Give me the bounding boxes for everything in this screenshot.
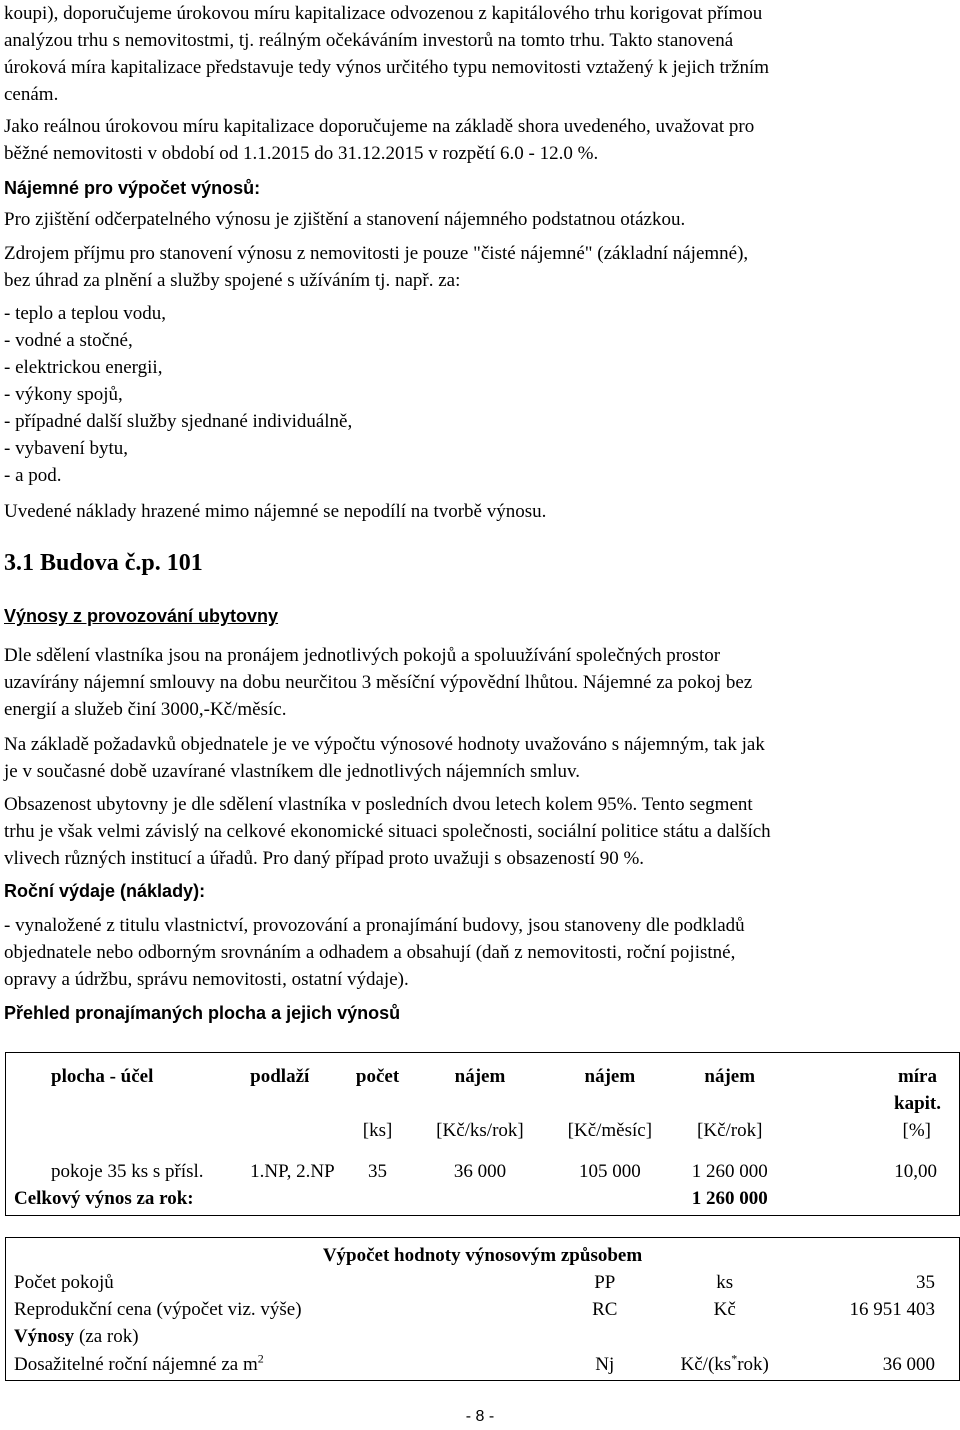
- text-line: Jako reálnou úrokovou míru kapitalizace doporučujeme na základě shora uvedeného, uvažovat pro: [4, 116, 755, 137]
- table-cell: 105 000: [578, 1161, 641, 1182]
- text-line: vlivech různých institucí a úřadů. Pro daný případ proto uvažuji s obsazeností 90 %.: [4, 848, 645, 869]
- table-units-row: [6, 1117, 960, 1153]
- paragraph-costs: [4, 912, 960, 993]
- list-item: - případné další služby sjednané individuálně,: [4, 411, 353, 432]
- table-row: [6, 1350, 960, 1380]
- page-number: - 8 -: [465, 1408, 495, 1425]
- table-cell: 1.NP, 2.NP: [250, 1161, 335, 1182]
- table-header-cell: kapit.: [894, 1093, 941, 1114]
- text-line: Obsazenost ubytovny je dle sdělení vlastníka v posledních dvou letech kolem 95%. Tento segment: [4, 794, 753, 815]
- total-value: 1 260 000: [691, 1188, 768, 1209]
- table-cell: RC: [592, 1299, 618, 1320]
- superscript: 2: [257, 1351, 264, 1366]
- table-header-cell: nájem: [454, 1066, 506, 1087]
- unit-after: rok): [737, 1354, 769, 1376]
- text-line: je v současné době uzavírané vlastníkem dle jednotlivých nájemních smluv.: [4, 761, 580, 782]
- list-item: - a pod.: [4, 465, 62, 486]
- paragraph-income-source: [4, 240, 960, 294]
- text-line: trhu je však velmi závislý na celkové ekonomické situaci společnosti, sociální politice státu a dalších: [4, 821, 771, 842]
- text-line: analýzou trhu s nemovitostmi, tj. reálným očekáváním investorů na tomto trhu. Takto stanovená: [4, 30, 734, 51]
- table-header-extra-row: [6, 1090, 960, 1117]
- table-cell: 36 000: [882, 1354, 935, 1376]
- text-line: - vynaložené z titulu vlastnictví, provozování a pronajímání budovy, jsou stanoveny dle podkladů: [4, 915, 745, 936]
- text-line: Dle sdělení vlastníka jsou na pronájem jednotlivých pokojů a spoluužívání společných prostor: [4, 645, 721, 666]
- table-unit-cell: [Kč/ks/rok]: [436, 1120, 524, 1141]
- text-line: uzavírány nájemní smlouvy na dobu neurčitou 3 měsíční výpovědní lhůtou. Nájemné za pokoj bez: [4, 672, 753, 693]
- label-extra: (za rok): [74, 1326, 139, 1347]
- table-header-cell: plocha - účel: [51, 1066, 154, 1087]
- text-line: cenám.: [4, 84, 59, 105]
- table-row: [6, 1323, 960, 1350]
- table-cell: Počet pokojů: [14, 1272, 114, 1293]
- list-item: - elektrickou energii,: [4, 357, 163, 378]
- table-header-cell: podlaží: [250, 1066, 310, 1087]
- paragraph-rent-question: Pro zjištění odčerpatelného výnosu je zjištění a stanovení nájemného podstatnou otázkou.: [4, 209, 686, 230]
- table-cell: 16 951 403: [849, 1299, 935, 1320]
- text-line: opravy a údržbu, správu nemovitosti, ostatní výdaje).: [4, 969, 409, 990]
- table-title: Výpočet hodnoty výnosovým způsobem: [322, 1245, 643, 1266]
- paragraph-real-rate: [4, 113, 960, 167]
- text-line: Zdrojem příjmu pro stanovení výnosu z nemovitosti je pouze "čisté nájemné" (základní nájemné),: [4, 243, 749, 264]
- table-cell: Reprodukční cena (výpočet viz. výše): [14, 1299, 302, 1320]
- table-header-row: [6, 1053, 960, 1091]
- table-cell: PP: [594, 1272, 616, 1293]
- heading-costs: Roční výdaje (náklady):: [4, 881, 206, 901]
- paragraph-costs-note: Uvedené náklady hrazené mimo nájemné se nepodílí na tvorbě výnosu.: [4, 501, 547, 522]
- text-line: koupi), doporučujeme úrokovou míru kapitalizace odvozenou z kapitálového trhu korigovat přímou: [4, 3, 763, 24]
- table-header-cell: nájem: [704, 1066, 756, 1087]
- table-row: [6, 1296, 960, 1323]
- table-cell: ks: [716, 1272, 734, 1293]
- table-title-row: [6, 1238, 960, 1270]
- table-cell: Nj: [595, 1354, 615, 1376]
- text-line: běžné nemovitosti v období od 1.1.2015 do 31.12.2015 v rozpětí 6.0 - 12.0 %.: [4, 143, 599, 164]
- rental-areas-table: [5, 1052, 960, 1216]
- text-line: Na základě požadavků objednatele je ve výpočtu výnosové hodnoty uvažováno s nájemným, tak jak: [4, 734, 765, 755]
- list-item: - vybavení bytu,: [4, 438, 129, 459]
- table-unit-cell: [ks]: [362, 1120, 393, 1141]
- table-header-cell: počet: [355, 1066, 400, 1087]
- table-header-cell: míra: [897, 1066, 937, 1087]
- table-cell: 35: [368, 1161, 388, 1182]
- paragraph-owner-statement: [4, 642, 960, 723]
- paragraph-capitalization-intro: [4, 0, 960, 108]
- table-cell: 35: [916, 1272, 935, 1293]
- text-line: energií a služeb činí 3000,-Kč/měsíc.: [4, 699, 287, 720]
- table-cell: 1 260 000: [691, 1161, 768, 1182]
- paragraph-client-requirements: [4, 731, 960, 785]
- text-line: objednatele nebo odborným srovnáním a odhadem a obsahují (daň z nemovitosti, roční pojistné,: [4, 942, 736, 963]
- table-cell: 10,00: [894, 1161, 937, 1182]
- table-unit-cell: [Kč/měsíc]: [567, 1120, 653, 1141]
- label: Dosažitelné roční nájemné za m: [14, 1354, 258, 1376]
- table-cell: 36 000: [453, 1161, 507, 1182]
- table-row: [6, 1153, 960, 1185]
- table-cell: [6, 1350, 550, 1380]
- table-cell: pokoje 35 ks s přísl.: [51, 1161, 204, 1182]
- unit: Kč/(ks: [680, 1354, 732, 1376]
- heading-income: Výnosy z provozování ubytovny: [4, 606, 279, 626]
- heading-overview: Přehled pronajímaných plocha a jejich výnosů: [4, 1003, 401, 1023]
- list-item: - teplo a teplou vodu,: [4, 303, 166, 324]
- table-cell: Kč: [713, 1299, 736, 1320]
- table-row: [6, 1269, 960, 1296]
- table-header-cell: nájem: [584, 1066, 636, 1087]
- list-item: - výkony spojů,: [4, 384, 123, 405]
- superscript: *: [731, 1351, 738, 1366]
- text-line: úroková míra kapitalizace představuje tedy výnos určitého typu nemovitosti vztažený k jejich tržním: [4, 57, 770, 78]
- heading-rent: Nájemné pro výpočet výnosů:: [4, 178, 261, 198]
- text-line: bez úhrad za plnění a služby spojené s užíváním tj. např. za:: [4, 270, 461, 291]
- service-list: [4, 300, 960, 489]
- table-unit-cell: [Kč/rok]: [697, 1120, 763, 1141]
- table-total-row: [6, 1185, 960, 1215]
- label-bold: Výnosy: [14, 1326, 75, 1347]
- total-label: Celkový výnos za rok:: [14, 1188, 194, 1209]
- paragraph-occupancy: [4, 791, 960, 872]
- table-unit-cell: [%]: [902, 1120, 931, 1141]
- section-title: 3.1 Budova č.p. 101: [4, 550, 203, 576]
- list-item: - vodné a stočné,: [4, 330, 133, 351]
- table-cell: [660, 1350, 790, 1380]
- income-valuation-table: [5, 1237, 960, 1381]
- table-cell: [6, 1323, 550, 1350]
